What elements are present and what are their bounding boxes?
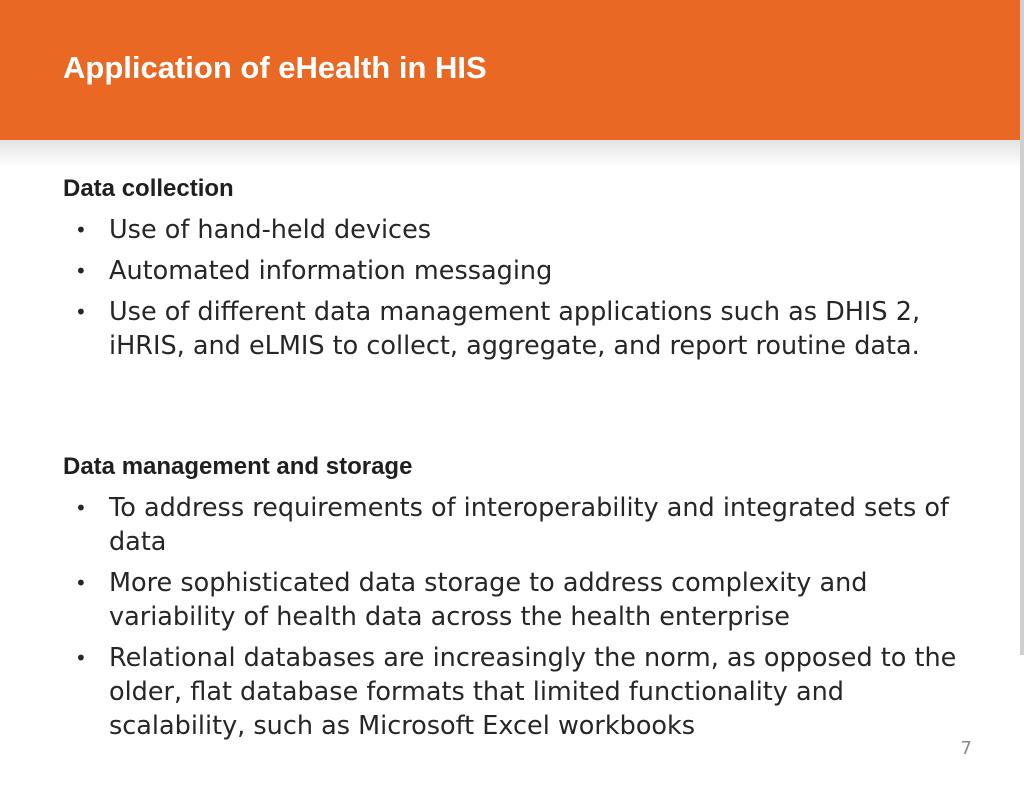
bullet-dot-icon: • <box>75 571 87 595</box>
bullet-text: Relational databases are increasingly the norm, as opposed to the older, flat database formats that limited functionality and scalability, such as Microsoft Excel workbooks <box>109 643 957 741</box>
section-heading: Data management and storage <box>63 453 413 480</box>
bullet-item <box>63 254 963 288</box>
header-shadow <box>0 140 1024 168</box>
bullet-text: Automated information messaging <box>109 256 553 286</box>
bullet-list <box>63 491 963 743</box>
bullet-list <box>63 213 963 363</box>
bullet-item <box>63 566 963 634</box>
bullet-text: Use of hand-held devices <box>109 215 432 245</box>
section-data-management <box>63 450 963 743</box>
section-heading: Data collection <box>63 175 234 202</box>
bullet-dot-icon: • <box>75 259 87 283</box>
bullet-item <box>63 213 963 247</box>
bullet-text: Use of different data management applications such as DHIS 2, iHRIS, and eLMIS to collect, aggregate, and report routine data. <box>109 297 921 361</box>
bullet-dot-icon: • <box>75 300 87 324</box>
section-data-collection <box>63 172 963 363</box>
bullet-dot-icon: • <box>75 496 87 520</box>
bullet-item <box>63 491 963 559</box>
page-number: 7 <box>960 738 972 759</box>
bullet-text: To address requirements of interoperability and integrated sets of data <box>109 493 949 557</box>
bullet-text: More sophisticated data storage to address complexity and variability of health data across the health enterprise <box>109 568 868 632</box>
bullet-item <box>63 641 963 743</box>
bullet-item <box>63 295 963 363</box>
bullet-dot-icon: • <box>75 646 87 670</box>
title-bar <box>0 0 1024 140</box>
bullet-dot-icon: • <box>75 218 87 242</box>
slide-title: Application of eHealth in HIS <box>63 50 487 85</box>
slide-edge <box>1020 0 1024 655</box>
